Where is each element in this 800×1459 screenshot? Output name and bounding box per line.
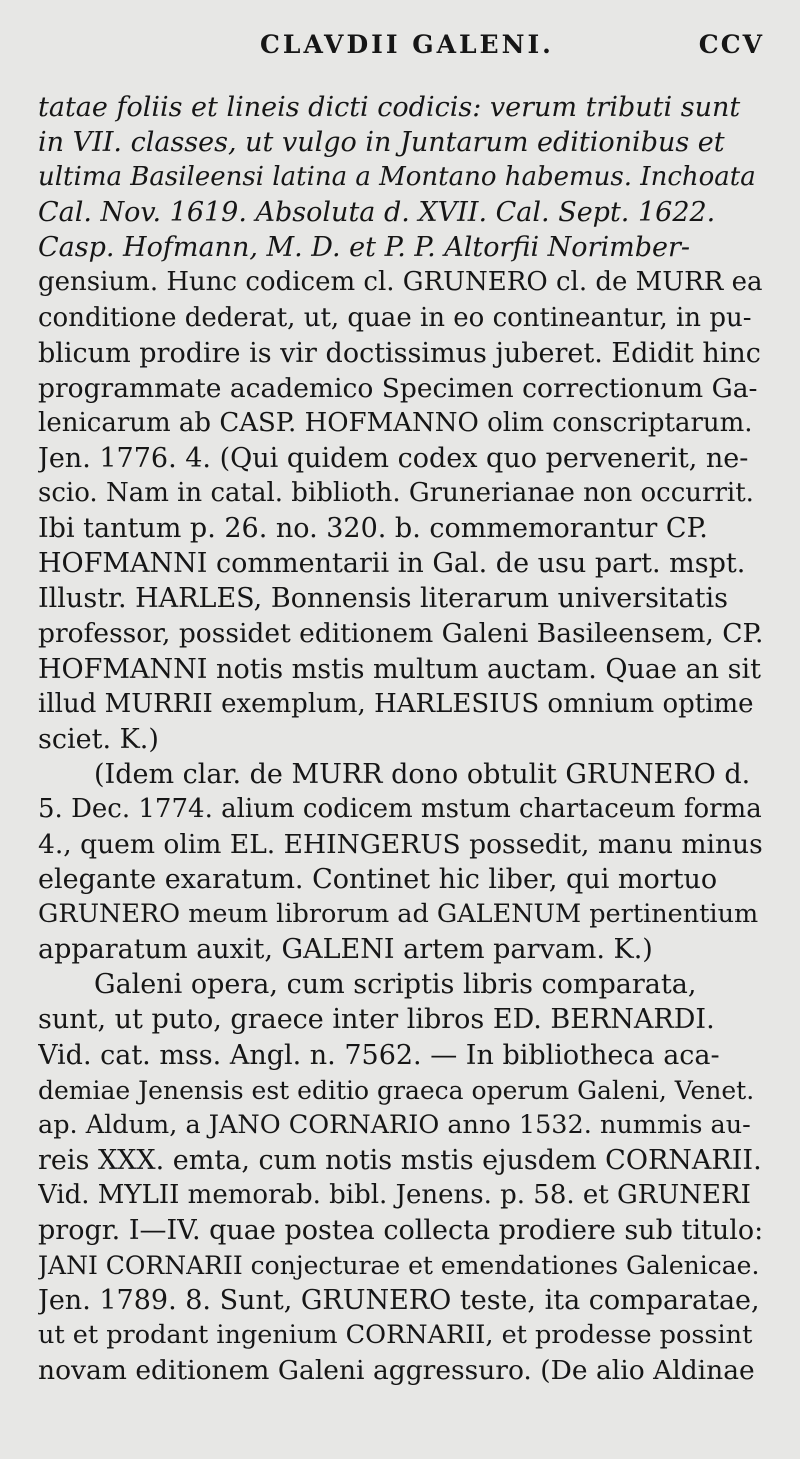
text-line: scio. Nam in catal. biblioth. Grunerianae non occurrit. bbox=[38, 478, 754, 509]
text-line: Cal. Nov. 1619. Absoluta d. XVII. Cal. Sept. 1622. bbox=[38, 197, 716, 229]
running-head bbox=[0, 22, 800, 62]
page-number: CCV bbox=[698, 30, 764, 59]
body-text bbox=[38, 90, 764, 1388]
text-line: 4., quem olim EL. EHINGERUS possedit, manu minus bbox=[38, 828, 763, 860]
text-line: blicum prodire is vir doctissimus juberet. Edidit hinc bbox=[38, 337, 761, 369]
text-line: sunt, ut puto, graece inter libros ED. BERNARDI. bbox=[38, 1004, 715, 1036]
text-line: illud MURRII exemplum, HARLESIUS omnium optime bbox=[38, 688, 754, 719]
text-line: apparatum auxit, GALENI artem parvam. K.) bbox=[38, 934, 653, 966]
text-line: Vid. MYLII memorab. bibl. Jenens. p. 58. et GRUNERI bbox=[38, 1179, 751, 1210]
text-line: Illustr. HARLES, Bonnensis literarum universitatis bbox=[38, 583, 728, 615]
text-line: conditione dederat, ut, quae in eo contineantur, in pu- bbox=[38, 302, 752, 333]
text-line: Jen. 1789. 8. Sunt, GRUNERO teste, ita comparatae, bbox=[38, 1285, 760, 1317]
text-line: ultima Basileensi latina a Montano habemus. Inchoata bbox=[38, 162, 756, 193]
text-line: Casp. Hofmann, M. D. et P. P. Altorfii Norimber- bbox=[38, 232, 690, 264]
text-line: gensium. Hunc codicem cl. GRUNERO cl. de MURR ea bbox=[38, 267, 763, 298]
text-line: ap. Aldum, a JANO CORNARIO anno 1532. nummis au- bbox=[38, 1109, 751, 1140]
text-line: elegante exaratum. Continet hic liber, qui mortuo bbox=[38, 864, 718, 896]
text-line: Vid. cat. mss. Angl. n. 7562. — In bibliotheca aca- bbox=[38, 1039, 720, 1071]
text-line: programmate academico Specimen correctionum Ga- bbox=[38, 372, 758, 404]
running-title: CLAVDII GALENI. bbox=[260, 30, 554, 59]
text-line: sciet. K.) bbox=[38, 723, 159, 755]
text-line: tatae foliis et lineis dicti codicis: verum tributi sunt bbox=[38, 92, 741, 123]
text-line: in VII. classes, ut vulgo in Juntarum editionibus et bbox=[38, 127, 725, 159]
text-line: reis XXX. emta, cum notis mstis ejusdem CORNARII. bbox=[38, 1144, 762, 1176]
text-line: HOFMANNI commentarii in Gal. de usu part. mspt. bbox=[38, 548, 746, 580]
text-line: ut et prodant ingenium CORNARII, et prodesse possint bbox=[38, 1320, 753, 1351]
text-line: (Idem clar. de MURR dono obtulit GRUNERO d. bbox=[94, 758, 751, 790]
text-line: novam editionem Galeni aggressuro. (De alio Aldinae bbox=[38, 1355, 755, 1387]
text-line: HOFMANNI notis mstis multum auctam. Quae an sit bbox=[38, 653, 761, 685]
text-line: progr. I—IV. quae postea collecta prodiere sub titulo: bbox=[38, 1215, 764, 1246]
text-line: Ibi tantum p. 26. no. 320. b. commemorantur CP. bbox=[38, 513, 708, 545]
text-line: professor, possidet editionem Galeni Basileensem, CP. bbox=[38, 618, 764, 650]
text-line: JANI CORNARII conjecturae et emendationes Galenicae. bbox=[38, 1251, 760, 1281]
text-line: Jen. 1776. 4. (Qui quidem codex quo pervenerit, ne- bbox=[38, 442, 749, 474]
text-line: lenicarum ab CASP. HOFMANNO olim conscriptarum. bbox=[38, 407, 753, 438]
text-line: 5. Dec. 1774. alium codicem mstum chartaceum forma bbox=[38, 793, 762, 824]
text-line: demiae Jenensis est editio graeca operum Galeni, Venet. bbox=[38, 1075, 755, 1105]
text-line: Galeni opera, cum scriptis libris comparata, bbox=[94, 969, 697, 1001]
text-line: GRUNERO meum librorum ad GALENUM pertinentium bbox=[38, 899, 759, 930]
